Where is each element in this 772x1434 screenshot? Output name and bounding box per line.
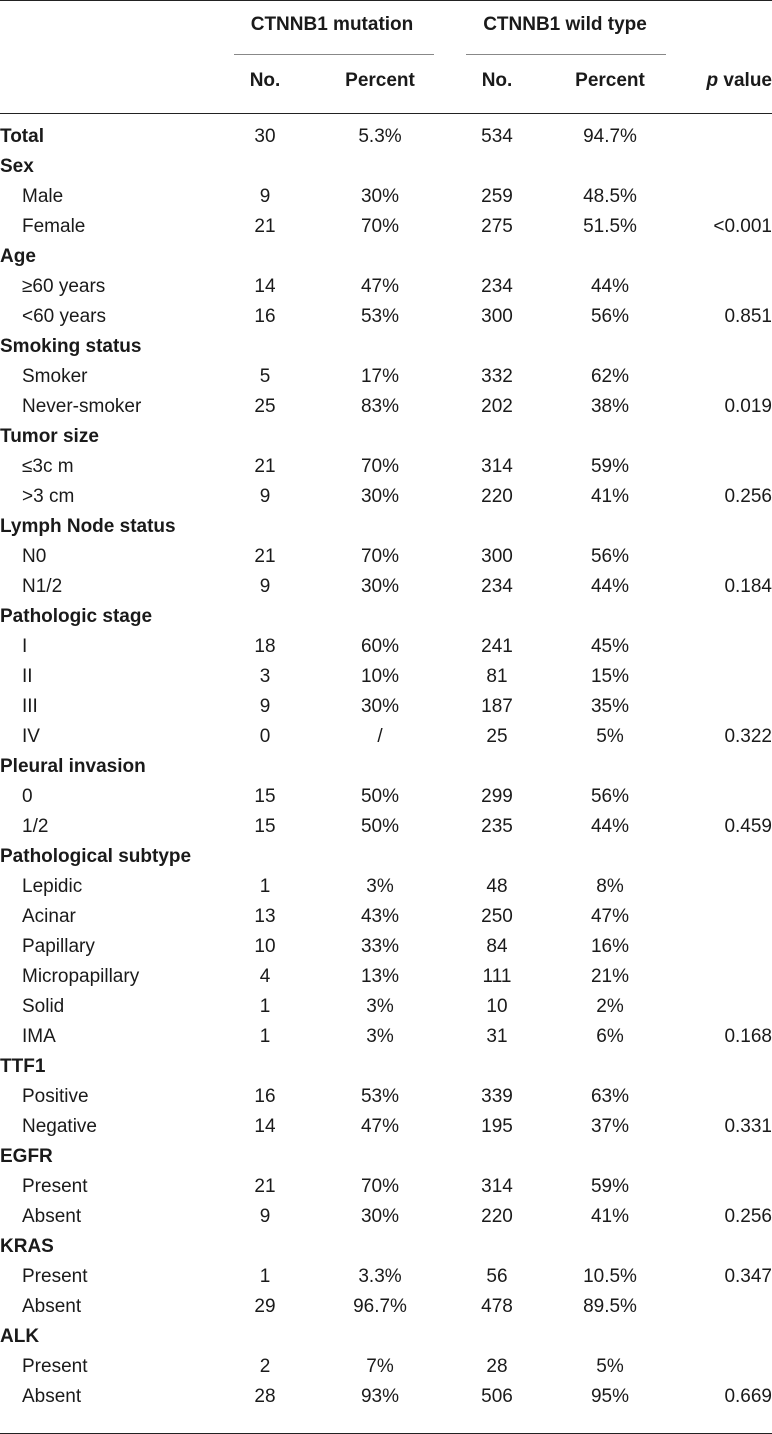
wildtype-count: 84 xyxy=(486,936,508,957)
wildtype-percent: 47% xyxy=(590,906,630,927)
row-label: Pathologic stage xyxy=(0,606,153,627)
mutation-percent: 7% xyxy=(366,1356,394,1377)
mutation-percent: 43% xyxy=(360,906,400,927)
table-row xyxy=(0,872,772,902)
row-label: 1/2 xyxy=(22,816,49,837)
table-row xyxy=(0,1262,772,1292)
table-row xyxy=(0,692,772,722)
row-label: KRAS xyxy=(0,1236,54,1257)
wildtype-count: 339 xyxy=(481,1086,513,1107)
p-value: 0.168 xyxy=(724,1026,772,1047)
p-value: 0.331 xyxy=(724,1116,772,1137)
header-wildtype-no: No. xyxy=(481,70,513,91)
mutation-percent: 13% xyxy=(360,966,400,987)
table-row xyxy=(0,392,772,422)
row-label: Lymph Node status xyxy=(0,516,176,537)
mutation-count: 25 xyxy=(254,396,276,417)
mutation-count: 14 xyxy=(254,1116,276,1137)
table-section-row xyxy=(0,1052,772,1082)
mutation-count: 9 xyxy=(259,696,271,717)
row-label: Absent xyxy=(22,1296,82,1317)
row-label: Age xyxy=(0,246,36,267)
row-label: Never-smoker xyxy=(22,396,142,417)
row-label: Smoker xyxy=(22,366,88,387)
table-section-row xyxy=(0,512,772,542)
row-label: Male xyxy=(22,186,64,207)
p-value: 0.851 xyxy=(724,306,772,327)
table-row xyxy=(0,452,772,482)
wildtype-percent: 6% xyxy=(596,1026,624,1047)
table-row xyxy=(0,992,772,1022)
row-label: Pathological subtype xyxy=(0,846,192,867)
table-row xyxy=(0,962,772,992)
table-row xyxy=(0,572,772,602)
mutation-percent: 96.7% xyxy=(353,1296,407,1317)
mutation-count: 15 xyxy=(254,816,276,837)
row-label: Female xyxy=(22,216,86,237)
wildtype-percent: 44% xyxy=(590,816,630,837)
mutation-percent: 70% xyxy=(360,546,400,567)
wildtype-percent: 59% xyxy=(590,456,630,477)
mutation-percent: 47% xyxy=(360,276,400,297)
table-row xyxy=(0,1082,772,1112)
mutation-count: 5 xyxy=(259,366,271,387)
mutation-percent: 70% xyxy=(360,216,400,237)
table-section-row xyxy=(0,152,772,182)
wildtype-percent: 21% xyxy=(590,966,630,987)
table-row xyxy=(0,1022,772,1052)
table-section-row xyxy=(0,422,772,452)
mutation-count: 21 xyxy=(254,1176,276,1197)
wildtype-count: 195 xyxy=(481,1116,513,1137)
mutation-count: 30 xyxy=(254,126,276,147)
mutation-count: 13 xyxy=(254,906,276,927)
wildtype-percent: 38% xyxy=(590,396,630,417)
table-row xyxy=(0,362,772,392)
row-label: 0 xyxy=(22,786,33,807)
wildtype-count: 234 xyxy=(481,576,513,597)
mutation-count: 21 xyxy=(254,546,276,567)
table-row xyxy=(0,1352,772,1382)
wildtype-percent: 56% xyxy=(590,786,630,807)
mutation-percent: 3.3% xyxy=(358,1266,402,1287)
wildtype-count: 275 xyxy=(481,216,513,237)
wildtype-percent: 10.5% xyxy=(583,1266,637,1287)
table-section-row xyxy=(0,332,772,362)
header-mutation-group: CTNNB1 mutation xyxy=(250,14,414,35)
row-label: Present xyxy=(22,1356,88,1377)
row-label: TTF1 xyxy=(0,1056,46,1077)
row-label: N1/2 xyxy=(22,576,63,597)
p-value: 0.256 xyxy=(724,1206,772,1227)
table-section-row xyxy=(0,242,772,272)
table-section-row xyxy=(0,1322,772,1352)
row-label: ALK xyxy=(0,1326,40,1347)
table-row xyxy=(0,782,772,812)
wildtype-percent: 37% xyxy=(590,1116,630,1137)
table-row xyxy=(0,1292,772,1322)
wildtype-count: 220 xyxy=(481,1206,513,1227)
wildtype-percent: 94.7% xyxy=(583,126,637,147)
wildtype-percent: 44% xyxy=(590,276,630,297)
row-label: IV xyxy=(22,726,40,747)
wildtype-count: 478 xyxy=(481,1296,513,1317)
mutation-percent: 30% xyxy=(360,186,400,207)
wildtype-count: 299 xyxy=(481,786,513,807)
row-label: >3 cm xyxy=(22,486,75,507)
row-label: Absent xyxy=(22,1386,82,1407)
wildtype-count: 31 xyxy=(486,1026,508,1047)
mutation-count: 1 xyxy=(259,1266,271,1287)
wildtype-count: 332 xyxy=(481,366,513,387)
wildtype-percent: 59% xyxy=(590,1176,630,1197)
header-wildtype-group: CTNNB1 wild type xyxy=(483,14,647,35)
row-label: EGFR xyxy=(0,1146,53,1167)
wildtype-percent: 56% xyxy=(590,546,630,567)
table-row xyxy=(0,482,772,512)
table-row xyxy=(0,272,772,302)
table-body xyxy=(0,122,772,1412)
row-label: Pleural invasion xyxy=(0,756,146,777)
table-row xyxy=(0,182,772,212)
mutation-count: 18 xyxy=(254,636,276,657)
mutation-percent: 83% xyxy=(360,396,400,417)
wildtype-count: 314 xyxy=(481,1176,513,1197)
mutation-count: 21 xyxy=(254,456,276,477)
wildtype-count: 241 xyxy=(481,636,513,657)
row-label: ≤3c m xyxy=(22,456,74,477)
mutation-percent: 30% xyxy=(360,696,400,717)
row-label: Acinar xyxy=(22,906,76,927)
p-value: 0.184 xyxy=(724,576,772,597)
header-mutation-percent: Percent xyxy=(345,70,415,91)
table-section-row xyxy=(0,1232,772,1262)
wildtype-percent: 8% xyxy=(596,876,624,897)
table-section-row xyxy=(0,122,772,152)
mutation-count: 16 xyxy=(254,1086,276,1107)
wildtype-count: 187 xyxy=(481,696,513,717)
row-label: Negative xyxy=(22,1116,97,1137)
mutation-percent: 60% xyxy=(360,636,400,657)
wildtype-percent: 62% xyxy=(590,366,630,387)
mutation-percent: 93% xyxy=(360,1386,400,1407)
header-wildtype-percent: Percent xyxy=(575,70,645,91)
mutation-percent: 17% xyxy=(360,366,400,387)
row-label: Present xyxy=(22,1266,88,1287)
mutation-percent: 30% xyxy=(360,486,400,507)
mutation-percent: 47% xyxy=(360,1116,400,1137)
wildtype-count: 28 xyxy=(486,1356,508,1377)
table-row xyxy=(0,662,772,692)
wildtype-percent: 41% xyxy=(590,486,630,507)
p-value: <0.001 xyxy=(713,216,772,237)
wildtype-group-underline xyxy=(466,54,666,55)
mutation-percent: 10% xyxy=(360,666,400,687)
mutation-percent: 3% xyxy=(366,876,394,897)
mutation-count: 21 xyxy=(254,216,276,237)
wildtype-percent: 5% xyxy=(596,726,624,747)
wildtype-percent: 5% xyxy=(596,1356,624,1377)
mutation-percent: 70% xyxy=(360,1176,400,1197)
wildtype-percent: 44% xyxy=(590,576,630,597)
table-section-row xyxy=(0,752,772,782)
mutation-count: 14 xyxy=(254,276,276,297)
mutation-percent: 5.3% xyxy=(358,126,402,147)
table-row xyxy=(0,212,772,242)
mutation-count: 15 xyxy=(254,786,276,807)
wildtype-count: 25 xyxy=(486,726,508,747)
wildtype-count: 314 xyxy=(481,456,513,477)
mutation-count: 9 xyxy=(259,1206,271,1227)
header-bottom-rule xyxy=(0,113,772,114)
header-p-value xyxy=(672,70,772,92)
wildtype-percent: 41% xyxy=(590,1206,630,1227)
mutation-group-underline xyxy=(234,54,434,55)
mutation-count: 1 xyxy=(259,876,271,897)
table-row xyxy=(0,902,772,932)
wildtype-percent: 95% xyxy=(590,1386,630,1407)
mutation-count: 16 xyxy=(254,306,276,327)
wildtype-percent: 35% xyxy=(590,696,630,717)
table-row xyxy=(0,932,772,962)
header-mutation-no: No. xyxy=(249,70,281,91)
wildtype-count: 10 xyxy=(486,996,508,1017)
mutation-count: 3 xyxy=(259,666,271,687)
wildtype-count: 81 xyxy=(486,666,508,687)
mutation-percent: 53% xyxy=(360,306,400,327)
row-label: N0 xyxy=(22,546,47,567)
table-top-rule xyxy=(0,0,772,1)
p-value: 0.347 xyxy=(724,1266,772,1287)
mutation-count: 29 xyxy=(254,1296,276,1317)
p-value: 0.019 xyxy=(724,396,772,417)
row-label: Present xyxy=(22,1176,88,1197)
table-row xyxy=(0,632,772,662)
wildtype-count: 48 xyxy=(486,876,508,897)
table-row xyxy=(0,1112,772,1142)
p-value: 0.459 xyxy=(724,816,772,837)
wildtype-percent: 15% xyxy=(590,666,630,687)
wildtype-count: 235 xyxy=(481,816,513,837)
wildtype-count: 111 xyxy=(482,966,512,987)
wildtype-count: 220 xyxy=(481,486,513,507)
wildtype-count: 56 xyxy=(486,1266,508,1287)
mutation-percent: 70% xyxy=(360,456,400,477)
mutation-count: 4 xyxy=(259,966,271,987)
row-label: III xyxy=(22,696,38,717)
wildtype-count: 300 xyxy=(481,546,513,567)
row-label: Smoking status xyxy=(0,336,142,357)
row-label: Papillary xyxy=(22,936,95,957)
table-row xyxy=(0,1172,772,1202)
wildtype-percent: 2% xyxy=(596,996,624,1017)
mutation-count: 28 xyxy=(254,1386,276,1407)
p-value: 0.669 xyxy=(724,1386,772,1407)
wildtype-percent: 56% xyxy=(590,306,630,327)
mutation-percent: 3% xyxy=(366,1026,394,1047)
wildtype-percent: 89.5% xyxy=(583,1296,637,1317)
wildtype-count: 259 xyxy=(481,186,513,207)
table-section-row xyxy=(0,1142,772,1172)
row-label: Sex xyxy=(0,156,34,177)
row-label: Solid xyxy=(22,996,65,1017)
row-label: Micropapillary xyxy=(22,966,140,987)
table-row xyxy=(0,542,772,572)
wildtype-count: 250 xyxy=(481,906,513,927)
table-section-row xyxy=(0,842,772,872)
p-value: 0.256 xyxy=(724,486,772,507)
mutation-percent: 33% xyxy=(360,936,400,957)
row-label: II xyxy=(22,666,33,687)
table-row xyxy=(0,302,772,332)
wildtype-percent: 51.5% xyxy=(583,216,637,237)
row-label: Absent xyxy=(22,1206,82,1227)
row-label: Total xyxy=(0,126,44,147)
table-section-row xyxy=(0,602,772,632)
table-row xyxy=(0,722,772,752)
row-label: <60 years xyxy=(22,306,106,327)
wildtype-count: 534 xyxy=(481,126,513,147)
row-label: IMA xyxy=(22,1026,56,1047)
row-label: ≥60 years xyxy=(22,276,106,297)
mutation-percent: 53% xyxy=(360,1086,400,1107)
wildtype-percent: 45% xyxy=(590,636,630,657)
mutation-count: 1 xyxy=(259,996,271,1017)
row-label: I xyxy=(22,636,28,657)
mutation-count: 9 xyxy=(259,186,271,207)
mutation-count: 1 xyxy=(259,1026,271,1047)
p-value: 0.322 xyxy=(724,726,772,747)
wildtype-percent: 63% xyxy=(590,1086,630,1107)
mutation-percent: 50% xyxy=(360,816,400,837)
row-label: Lepidic xyxy=(22,876,83,897)
mutation-percent: 3% xyxy=(366,996,394,1017)
header-p-italic: p xyxy=(706,70,719,91)
header-p-rest: value xyxy=(718,70,772,91)
row-label: Tumor size xyxy=(0,426,99,447)
mutation-percent: 30% xyxy=(360,576,400,597)
wildtype-count: 202 xyxy=(481,396,513,417)
wildtype-count: 300 xyxy=(481,306,513,327)
mutation-count: 0 xyxy=(259,726,271,747)
mutation-percent: 30% xyxy=(360,1206,400,1227)
wildtype-percent: 48.5% xyxy=(583,186,637,207)
mutation-percent: 50% xyxy=(360,786,400,807)
table-row xyxy=(0,1382,772,1412)
wildtype-percent: 16% xyxy=(590,936,630,957)
mutation-count: 10 xyxy=(254,936,276,957)
mutation-count: 2 xyxy=(259,1356,271,1377)
table-row xyxy=(0,812,772,842)
mutation-count: 9 xyxy=(259,576,271,597)
wildtype-count: 234 xyxy=(481,276,513,297)
mutation-percent: / xyxy=(377,726,383,747)
row-label: Positive xyxy=(22,1086,89,1107)
wildtype-count: 506 xyxy=(481,1386,513,1407)
mutation-count: 9 xyxy=(259,486,271,507)
table-row xyxy=(0,1202,772,1232)
